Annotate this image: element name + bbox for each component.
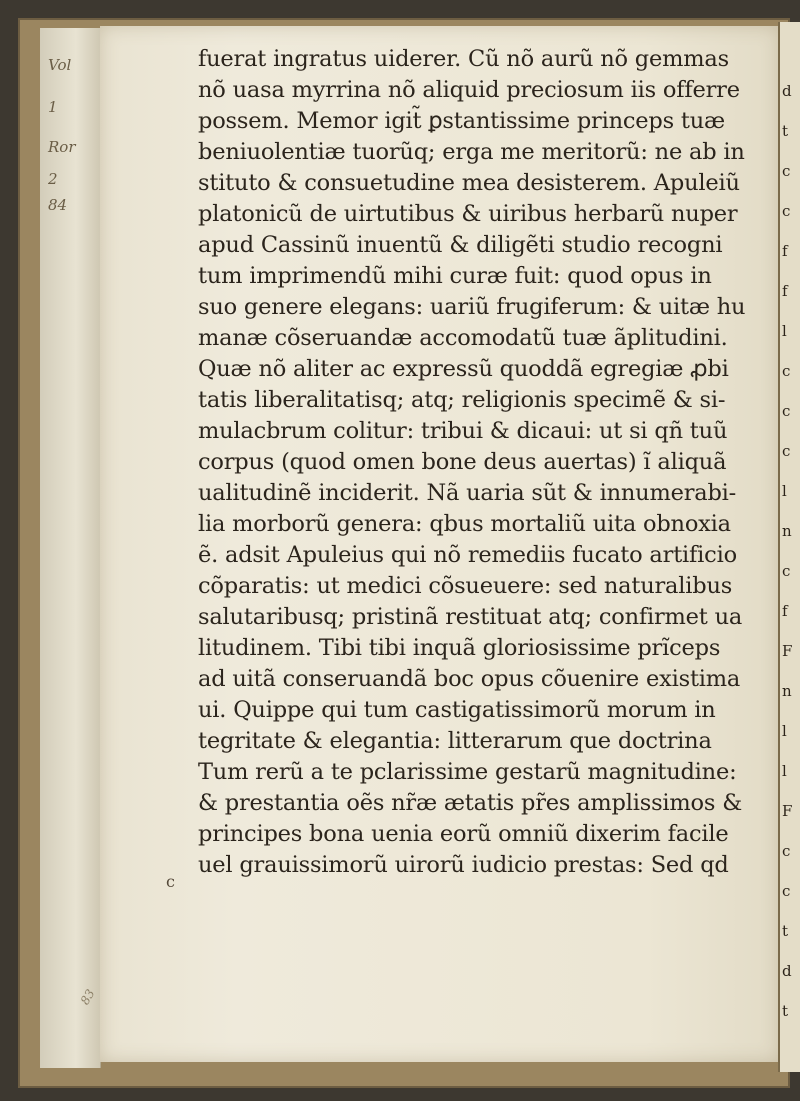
text-line: corpus (quod omen bone deus auertas) ĩ aliquã (198, 449, 727, 475)
text-line: mulacbrum colitur: tribui & dicaui: ut si qñ tuũ (198, 418, 728, 444)
edge-fragment: t (782, 1002, 789, 1020)
edge-fragment: l (782, 722, 787, 740)
edge-fragment: f (782, 282, 788, 300)
edge-fragment: n (782, 682, 792, 700)
text-line: ualitudinẽ inciderit. Nã uaria sũt & innumerabi- (198, 480, 737, 506)
text-line: nõ uasa myrrina nõ aliquid preciosum iis offerre (198, 77, 740, 103)
text-line: lia morborũ genera: qbus mortaliũ uita obnoxia (198, 511, 731, 537)
text-line: ẽ. adsit Apuleius qui nõ remediis fucato artificio (198, 542, 737, 568)
edge-fragment: t (782, 122, 789, 140)
text-line: possem. Memor igit̃ ꝑstantissime princeps tuæ (198, 108, 725, 134)
text-line: tum imprimendũ mihi curæ fuit: quod opus in (198, 263, 712, 289)
edge-fragment: l (782, 482, 787, 500)
text-line: ui. Quippe qui tum castigatissimorũ morum in (198, 697, 716, 723)
edge-fragment: c (782, 842, 791, 860)
text-line: cõparatis: ut medici cõsueuere: sed naturalibus (198, 573, 733, 599)
edge-fragment: F (782, 802, 793, 820)
text-line: Tum rerũ a te pclarissime gestarũ magnitudine: (198, 759, 737, 785)
text-line: uel grauissimorũ uirorũ iudicio prestas: Sed qd (198, 852, 729, 878)
text-line: Quæ nõ aliter ac expressũ quoddã egregiæ ꝓbi (198, 356, 729, 382)
edge-fragment: c (782, 882, 791, 900)
corner-note: 83 (77, 986, 98, 1008)
edge-fragment: f (782, 242, 788, 260)
text-line: principes bona uenia eorũ omniũ dixerim facile (198, 821, 729, 847)
guard-note-4: 2 (48, 170, 58, 188)
text-line: apud Cassinũ inuentũ & diligẽti studio recogni (198, 232, 723, 258)
text-line: beniuolentiæ tuorũq; erga me meritorũ: ne ab in (198, 139, 745, 165)
page-text (198, 44, 746, 881)
edge-fragment: d (782, 962, 792, 980)
edge-fragment: F (782, 642, 793, 660)
edge-fragment: c (782, 362, 791, 380)
edge-fragment: c (782, 402, 791, 420)
text-line: platonicũ de uirtutibus & uiribus herbarũ nuper (198, 201, 738, 227)
edge-fragment: c (782, 562, 791, 580)
text-line: fuerat ingratus uiderer. Cũ nõ aurũ nõ gemmas (198, 46, 729, 72)
guard-note-1: Vol (48, 56, 72, 74)
edge-fragment: c (782, 162, 791, 180)
text-line: tatis liberalitatisq; atq; religionis specimẽ & si- (198, 387, 726, 413)
edge-fragment: n (782, 522, 792, 540)
text-line: stituto & consuetudine mea desisterem. Apuleiũ (198, 170, 740, 196)
text-line: litudinem. Tibi tibi inquã gloriosissime prĩceps (198, 635, 721, 661)
text-line: suo genere elegans: uariũ frugiferum: & uitæ hu (198, 294, 746, 320)
text-line: ad uitã conseruandã boc opus cõuenire existima (198, 666, 741, 692)
edge-fragment: c (782, 202, 791, 220)
text-line: tegritate & elegantia: litterarum que doctrina (198, 728, 712, 754)
text-line: manæ cõseruandæ accomodatũ tuæ ãplitudini. (198, 325, 728, 351)
guard-note-5: 84 (48, 196, 68, 214)
edge-fragment: d (782, 82, 792, 100)
edge-fragment: l (782, 762, 787, 780)
text-line: salutaribusq; pristinã restituat atq; confirmet ua (198, 604, 743, 630)
margin-mark: c (166, 872, 175, 891)
guard-note-3: Ror (48, 138, 76, 156)
edge-fragment: f (782, 602, 788, 620)
adjacent-page-edge (778, 22, 800, 1072)
edge-fragment: t (782, 922, 789, 940)
edge-fragment: l (782, 322, 787, 340)
edge-fragment: c (782, 442, 791, 460)
text-line: & prestantia oẽs nr̃æ ætatis pr̃es amplissimos & (198, 790, 743, 816)
guard-note-2: 1 (48, 98, 58, 116)
